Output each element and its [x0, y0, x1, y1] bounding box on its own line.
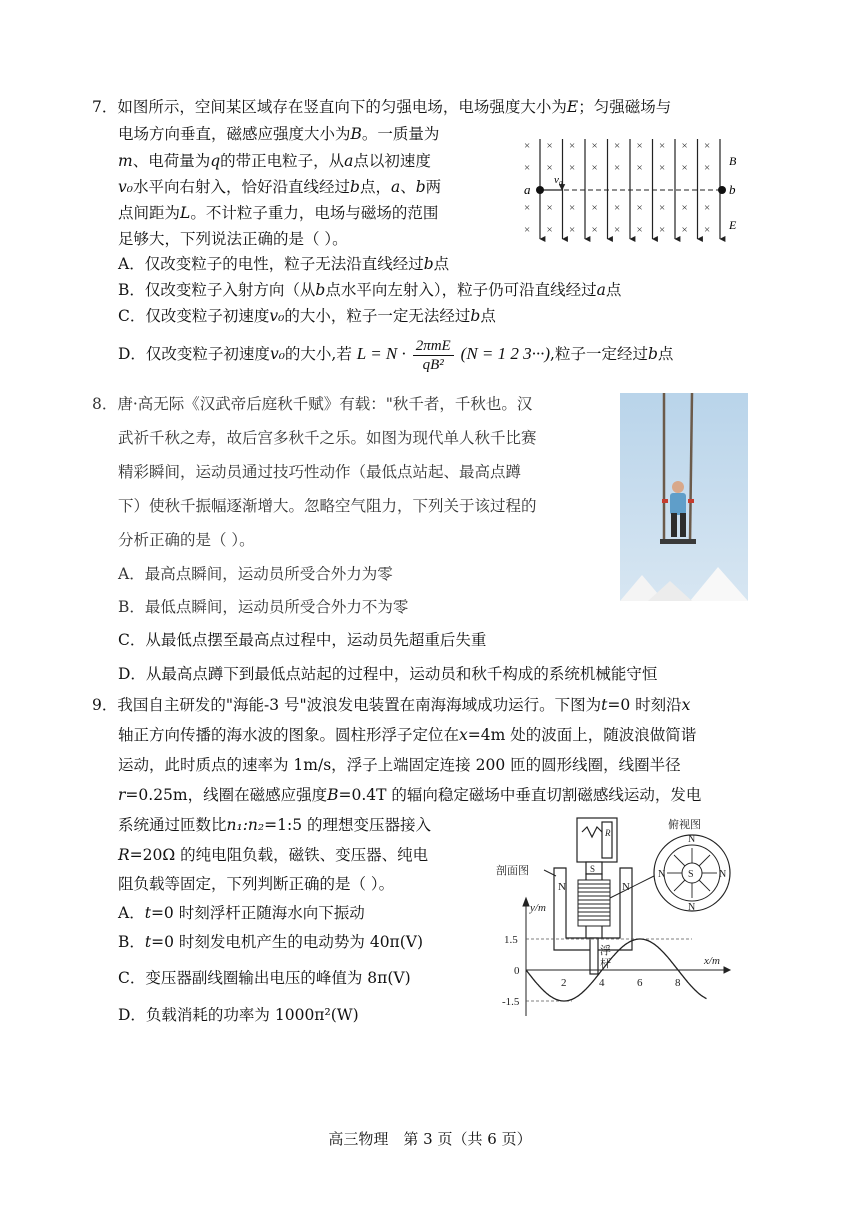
q9-option-b: B．t=0 时刻发电机产生的电动势为 40π(V): [118, 933, 424, 951]
page-footer: 高三物理 第 3 页（共 6 页）: [328, 1130, 532, 1148]
q7-option-a: A．仅改变粒子的电性，粒子无法沿直线经过b点: [118, 255, 450, 273]
q8-line-5: 分析正确的是（ ）。: [118, 531, 255, 549]
q9-line-6: R=20Ω 的纯电阻负载，磁铁、变压器、纯电: [118, 846, 429, 864]
label-top-view: 俯视图: [668, 819, 701, 831]
q8-option-d: D．从最高点蹲下到最低点站起的过程中，运动员和秋千构成的系统机械能守恒: [118, 665, 658, 683]
b-field-cross: ×: [591, 162, 598, 174]
b-field-cross: ×: [659, 162, 666, 174]
q9-option-d: D．负载消耗的功率为 1000π²(W): [118, 1006, 359, 1024]
label-float-1: 浮: [600, 945, 611, 957]
b-field-cross: ×: [614, 202, 621, 214]
x-tick-6: 6: [637, 977, 643, 989]
q8-option-b: B．最低点瞬间，运动员所受合外力不为零: [118, 598, 409, 616]
q7-line-4: v₀水平向右射入，恰好沿直线经过b点，a、b两: [118, 178, 442, 196]
q7-option-c: C．仅改变粒子初速度v₀的大小，粒子一定无法经过b点: [118, 307, 496, 325]
b-field-cross: ×: [636, 224, 643, 236]
label-B: B: [729, 154, 737, 168]
b-field-cross: ×: [524, 202, 531, 214]
b-field-cross: ×: [569, 140, 576, 152]
q8-line-1: 8．唐·高无际《汉武帝后庭秋千赋》有载："秋千者，千秋也。汉: [92, 395, 533, 413]
label-N-right-top: N: [719, 869, 727, 880]
b-field-cross: ×: [569, 224, 576, 236]
b-field-cross: ×: [524, 224, 531, 236]
b-field-cross: ×: [636, 202, 643, 214]
q7-option-b: B．仅改变粒子入射方向（从b点水平向左射入），粒子仍可沿直线经过a点: [118, 281, 622, 299]
b-field-cross: ×: [659, 140, 666, 152]
q7-line-5: 点间距为L。不计粒子重力，电场与磁场的范围: [118, 204, 439, 222]
point-b: [718, 186, 726, 194]
label-N-top: N: [688, 834, 696, 845]
label-v0: v₀: [554, 174, 563, 186]
b-field-cross: ×: [569, 162, 576, 174]
x-tick-2: 2: [561, 977, 567, 989]
q7-line-6: 足够大，下列说法正确的是（ ）。: [118, 230, 348, 248]
q9-line-5: 系统通过匝数比n₁:n₂=1:5 的理想变压器接入: [118, 816, 432, 834]
b-field-cross: ×: [546, 140, 553, 152]
b-field-cross: ×: [524, 162, 531, 174]
q7-line-2: 电场方向垂直，磁感应强度大小为B。一质量为: [118, 125, 440, 143]
label-R: R: [605, 828, 611, 838]
q9-line-3: 运动，此时质点的速率为 1m/s，浮子上端固定连接 200 匝的圆形线圈，线圈半径: [118, 756, 681, 774]
b-field-cross: ×: [591, 140, 598, 152]
b-field-cross: ×: [704, 140, 711, 152]
b-field-cross: ×: [704, 202, 711, 214]
b-field-cross: ×: [546, 224, 553, 236]
label-N-right: N: [622, 881, 630, 893]
x-tick-8: 8: [675, 977, 681, 989]
b-field-cross: ×: [546, 162, 553, 174]
b-field-cross: ×: [636, 140, 643, 152]
fraction: $\frac{\text{2πmE}}{\text{qB²}}$: [413, 337, 454, 374]
b-field-cross: ×: [569, 202, 576, 214]
label-N-left-top: N: [658, 869, 666, 880]
b-field-cross: ×: [681, 140, 688, 152]
b-field-cross: ×: [614, 162, 621, 174]
label-N-bottom: N: [688, 902, 696, 913]
b-field-cross: ×: [659, 202, 666, 214]
b-field-cross: ×: [591, 202, 598, 214]
b-field-cross: ×: [704, 162, 711, 174]
label-a: a: [524, 182, 531, 197]
formula-cond: (N = 1 2 3···): [460, 344, 551, 363]
point-a: [536, 186, 544, 194]
q7-field-figure: [518, 135, 750, 245]
wave-generator-figure: [492, 810, 772, 1018]
b-field-cross: ×: [546, 202, 553, 214]
label-S-core: S: [590, 864, 596, 874]
q8-option-a: A．最高点瞬间，运动员所受合外力为零: [118, 565, 393, 583]
q8-line-4: 下）使秋千振幅逐渐增大。忽略空气阻力，下列关于该过程的: [118, 497, 537, 515]
b-field-cross: ×: [591, 224, 598, 236]
y-tick-1.5: 1.5: [504, 934, 518, 946]
q7-option-d: D．仅改变粒子初速度v₀的大小,若 L = N · $\frac{\text{2πmE}}{\text{qB²}}$ (N = 1 2 3···),粒子一定经过b点: [118, 337, 674, 373]
swing-photo: [620, 393, 748, 601]
formula-L: L = N ·: [356, 344, 406, 363]
label-S-top: S: [688, 869, 694, 880]
x-axis-label: x/m: [704, 955, 720, 967]
x-tick-4: 4: [599, 977, 605, 989]
y-tick-0: 0: [514, 965, 520, 977]
label-E: E: [729, 218, 737, 232]
q7-line-1: 7．如图所示，空间某区域存在竖直向下的匀强电场，电场强度大小为E；匀强磁场与: [92, 98, 672, 116]
b-field-cross: ×: [659, 224, 666, 236]
q9-option-a: A．t=0 时刻浮杆正随海水向下振动: [118, 904, 365, 922]
b-field-cross: ×: [681, 202, 688, 214]
q7-line-3: m、电荷量为q的带正电粒子，从a点以初速度: [118, 152, 431, 170]
label-float-2: 杆: [600, 958, 611, 970]
q8-line-2: 武祈千秋之寿，故后宫多秋千之乐。如图为现代单人秋千比赛: [118, 429, 537, 447]
b-field-cross: ×: [681, 162, 688, 174]
b-field-cross: ×: [614, 224, 621, 236]
label-b: b: [729, 182, 736, 197]
b-field-cross: ×: [636, 162, 643, 174]
q9-line-2: 轴正方向传播的海水波的图象。圆柱形浮子定位在x=4m 处的波面上，随波浪做简谐: [118, 726, 697, 744]
q9-line-1: 9．我国自主研发的"海能-3 号"波浪发电装置在南海海域成功运行。下图为t=0 时刻沿x: [92, 696, 691, 714]
y-axis-label: y/m: [530, 902, 546, 914]
label-section-view: 剖面图: [496, 865, 529, 877]
q8-option-c: C．从最低点摆至最高点过程中，运动员先超重后失重: [118, 631, 487, 649]
y-tick-neg-1.5: -1.5: [502, 996, 520, 1008]
b-field-cross: ×: [704, 224, 711, 236]
label-N-left: N: [558, 881, 566, 893]
b-field-cross: ×: [681, 224, 688, 236]
q9-line-4: r=0.25m，线圈在磁感应强度B=0.4T 的辐向稳定磁场中垂直切割磁感线运动，发电: [118, 786, 702, 804]
q9-line-7: 阻负载等固定，下列判断正确的是（ ）。: [118, 875, 395, 893]
q8-line-3: 精彩瞬间，运动员通过技巧性动作（最低点站起、最高点蹲: [118, 463, 522, 481]
b-field-cross: ×: [524, 140, 531, 152]
b-field-cross: ×: [614, 140, 621, 152]
q9-option-c: C．变压器副线圈输出电压的峰值为 8π(V): [118, 969, 411, 987]
